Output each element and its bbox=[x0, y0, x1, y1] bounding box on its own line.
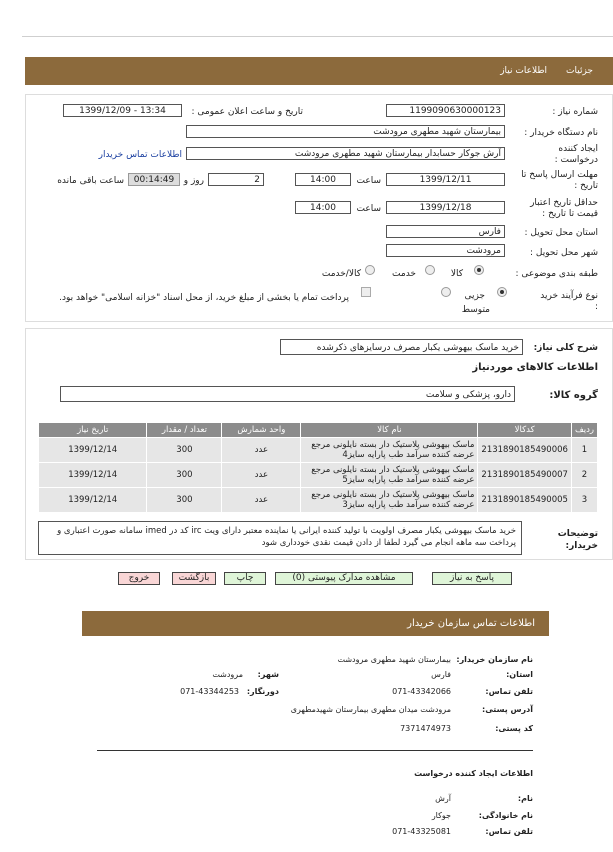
row-code: 2131890185490006 bbox=[478, 438, 572, 463]
category-label: طبقه بندی موضوعی : bbox=[515, 269, 598, 279]
table-row[interactable] bbox=[39, 488, 598, 513]
row-qty: 300 bbox=[147, 463, 222, 488]
payment-note: پرداخت تمام یا بخشی از مبلغ خرید، از محل اسناد "خزانه اسلامی" خواهد بود. bbox=[59, 293, 349, 303]
price-valid-time[interactable]: 14:00 bbox=[295, 201, 351, 214]
buyer-notes-field[interactable]: خرید ماسک بیهوشی یکبار مصرف اولویت با تولید کننده ایرانی یا نماینده معتبر دارای ویت irc کد در imed سامانه صورت اعتباری و پرداخت سه ماهه انجام می گیرد لطفا از دادن قیمت نقدی خودداری شود bbox=[38, 521, 522, 555]
creator-info-title: اطلاعات ایجاد کننده درخواست bbox=[414, 769, 533, 778]
city-field[interactable]: مرودشت bbox=[386, 244, 505, 257]
contact-divider bbox=[97, 750, 533, 751]
contact-address-label: آدرس پستی: bbox=[482, 705, 533, 714]
creator-last-name: جوکار bbox=[431, 811, 451, 820]
header-bar bbox=[25, 57, 613, 85]
row-name: ماسک بیهوشی پلاستیک دار بسته نایلونی مرجع عرضه کننده سرآمد طب پارایه سایز5 bbox=[301, 463, 478, 488]
group-field[interactable]: دارو، پزشکی و سلامت bbox=[60, 386, 515, 402]
need-number-label: شماره نیاز : bbox=[552, 107, 598, 117]
row-index: 2 bbox=[571, 463, 597, 488]
items-table bbox=[38, 422, 598, 513]
row-unit: عدد bbox=[222, 488, 301, 513]
announce-field[interactable]: 1399/12/09 - 13:34 bbox=[63, 104, 182, 117]
contact-org: بیمارستان شهید مطهری مرودشت bbox=[337, 655, 451, 664]
process-radio-medium[interactable] bbox=[441, 287, 451, 297]
price-valid-date[interactable]: 1399/12/18 bbox=[386, 201, 505, 214]
exit-button[interactable]: خروج bbox=[118, 572, 160, 585]
row-name: ماسک بیهوشی پلاستیک دار بسته نایلونی مرجع عرضه کننده سرآمد طب پارایه سایز4 bbox=[301, 438, 478, 463]
col-qty: تعداد / مقدار bbox=[147, 423, 222, 438]
creator-last-name-label: نام خانوادگی: bbox=[478, 811, 533, 820]
creator-field[interactable]: آرش جوکار حسابدار بیمارستان شهید مطهری مرودشت bbox=[186, 147, 505, 160]
row-qty: 300 bbox=[147, 488, 222, 513]
process-option-partial: جزیی bbox=[464, 291, 485, 301]
top-divider bbox=[22, 36, 613, 37]
province-field[interactable]: فارس bbox=[386, 225, 505, 238]
back-button[interactable]: بازگشت bbox=[172, 572, 216, 585]
contact-fax: 071-43344253 bbox=[180, 687, 239, 696]
row-index: 1 bbox=[571, 438, 597, 463]
contact-city-label: شهر: bbox=[257, 670, 279, 679]
remaining-label: ساعت باقی مانده bbox=[57, 176, 124, 186]
row-date: 1399/12/14 bbox=[39, 488, 147, 513]
row-code: 2131890185490005 bbox=[478, 488, 572, 513]
group-label: گروه کالا: bbox=[549, 390, 598, 401]
category-radio-goods-service[interactable] bbox=[365, 265, 375, 275]
col-code: کدکالا bbox=[478, 423, 572, 438]
payment-checkbox[interactable] bbox=[361, 287, 371, 297]
contact-title: اطلاعات تماس سازمان خریدار bbox=[407, 618, 535, 629]
category-option-goods: کالا bbox=[450, 269, 463, 279]
contact-header bbox=[82, 611, 549, 636]
remaining-time-badge: 00:14:49 bbox=[128, 173, 180, 186]
send-deadline-date[interactable]: 1399/12/11 bbox=[386, 173, 505, 186]
col-date: تاریخ نیاز bbox=[39, 423, 147, 438]
contact-province: فارس bbox=[431, 670, 451, 679]
process-label: نوع فرآیند خرید : bbox=[540, 291, 598, 312]
contact-city: مرودشت bbox=[212, 670, 243, 679]
row-qty: 300 bbox=[147, 438, 222, 463]
buyer-org-field[interactable]: بیمارستان شهید مطهری مرودشت bbox=[186, 125, 505, 138]
tab-need-info[interactable]: اطلاعات نیاز bbox=[500, 66, 547, 76]
creator-first-name-label: نام: bbox=[517, 794, 533, 803]
process-radio-partial[interactable] bbox=[497, 287, 507, 297]
row-index: 3 bbox=[571, 488, 597, 513]
print-button[interactable]: چاپ bbox=[224, 572, 266, 585]
category-option-goods-service: کالا/خدمت bbox=[321, 269, 361, 279]
summary-label: شرح کلی نیاز: bbox=[533, 343, 598, 353]
attachments-button[interactable]: مشاهده مدارک پیوستی (0) bbox=[275, 572, 413, 585]
announce-label: تاریخ و ساعت اعلان عمومی : bbox=[191, 107, 303, 117]
contact-postal-label: کد پستی: bbox=[495, 724, 533, 733]
row-date: 1399/12/14 bbox=[39, 438, 147, 463]
buyer-org-label: نام دستگاه خریدار : bbox=[524, 128, 598, 138]
days-label: روز و bbox=[183, 176, 204, 186]
category-option-service: خدمت bbox=[392, 269, 416, 279]
contact-fax-label: دورنگار: bbox=[246, 687, 279, 696]
send-deadline-time-label: ساعت bbox=[356, 176, 381, 186]
send-deadline-label: مهلت ارسال پاسخ تا تاریخ : bbox=[521, 170, 598, 191]
summary-field[interactable]: خرید ماسک بیهوشی یکبار مصرف درسایزهای ذکرشده bbox=[280, 339, 523, 355]
table-header-row bbox=[39, 423, 598, 438]
need-number-field[interactable]: 1199090630000123 bbox=[386, 104, 505, 117]
days-field[interactable]: 2 bbox=[208, 173, 264, 186]
reply-button[interactable]: پاسخ به نیاز bbox=[432, 572, 512, 585]
table-row[interactable] bbox=[39, 463, 598, 488]
city-label: شهر محل تحویل : bbox=[529, 248, 598, 258]
buyer-notes-label: توضیحات خریدار: bbox=[557, 529, 598, 551]
col-index: ردیف bbox=[571, 423, 597, 438]
tab-details[interactable]: جزئیات bbox=[566, 66, 593, 76]
creator-first-name: آرش bbox=[435, 794, 451, 803]
col-name: نام کالا bbox=[301, 423, 478, 438]
send-deadline-time[interactable]: 14:00 bbox=[295, 173, 351, 186]
row-date: 1399/12/14 bbox=[39, 463, 147, 488]
contact-province-label: استان: bbox=[506, 670, 533, 679]
row-name: ماسک بیهوشی پلاستیک دار بسته نایلونی مرجع عرضه کننده سرآمد طب پارایه سایز3 bbox=[301, 488, 478, 513]
col-unit: واحد شمارش bbox=[222, 423, 301, 438]
contact-postal: 7371474973 bbox=[400, 724, 451, 733]
category-radio-service[interactable] bbox=[425, 265, 435, 275]
contact-phone: 071-43342066 bbox=[392, 687, 451, 696]
row-unit: عدد bbox=[222, 438, 301, 463]
creator-label: ایجاد کننده درخواست : bbox=[554, 144, 598, 165]
row-code: 2131890185490007 bbox=[478, 463, 572, 488]
creator-phone-label: تلفن تماس: bbox=[485, 827, 533, 836]
price-valid-time-label: ساعت bbox=[356, 204, 381, 214]
province-label: استان محل تحویل : bbox=[524, 228, 598, 238]
row-unit: عدد bbox=[222, 463, 301, 488]
goods-title: اطلاعات کالاهای موردنیاز bbox=[472, 362, 598, 373]
buyer-contact-link[interactable]: اطلاعات تماس خریدار bbox=[98, 150, 182, 160]
table-row[interactable] bbox=[39, 438, 598, 463]
process-option-medium: متوسط bbox=[461, 305, 490, 315]
price-valid-label: حداقل تاریخ اعتبار قیمت تا تاریخ : bbox=[530, 198, 598, 219]
contact-address: مرودشت میدان مطهری بیمارستان شهیدمطهری bbox=[290, 705, 451, 714]
category-radio-goods[interactable] bbox=[474, 265, 484, 275]
contact-phone-label: تلفن تماس: bbox=[485, 687, 533, 696]
creator-phone: 071-43325081 bbox=[392, 827, 451, 836]
contact-org-label: نام سازمان خریدار: bbox=[456, 655, 533, 664]
